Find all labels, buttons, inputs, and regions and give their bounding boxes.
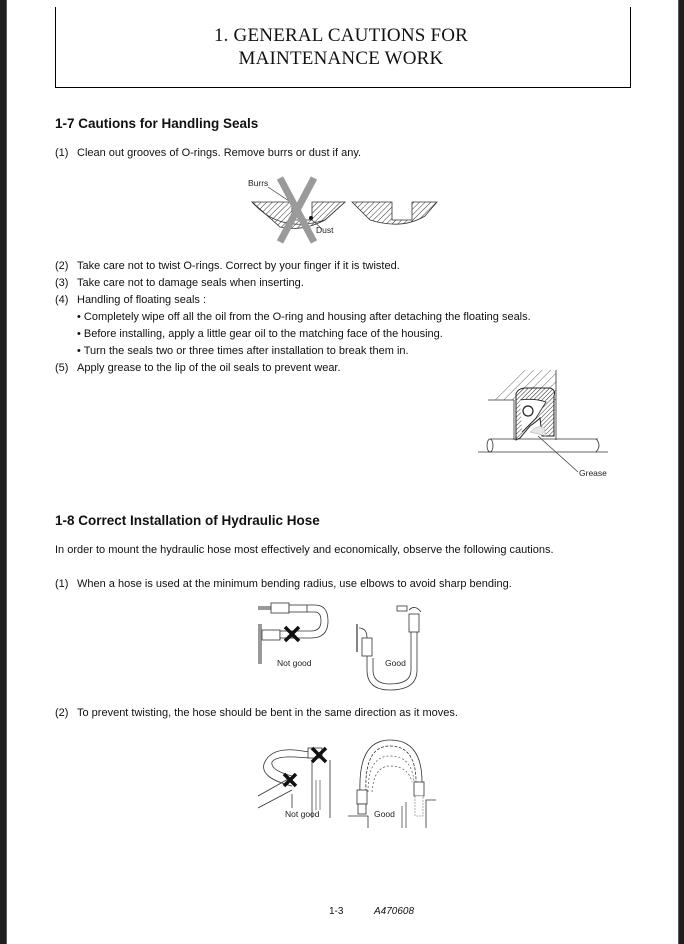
item-number: (2) xyxy=(55,260,69,272)
chapter-title-box xyxy=(55,7,631,88)
item-text: Take care not to twist O-rings. Correct by your finger if it is twisted. xyxy=(77,260,400,272)
chapter-title-line-2: MAINTENANCE WORK xyxy=(238,48,444,69)
label-good: Good xyxy=(385,658,406,668)
viewer-edge-right xyxy=(678,0,684,944)
item-text: Clean out grooves of O-rings. Remove burrs or dust if any. xyxy=(77,147,362,159)
label-good: Good xyxy=(374,809,395,819)
label-not-good: Not good xyxy=(277,658,312,668)
page-number: 1-3 xyxy=(329,906,344,917)
section-intro: In order to mount the hydraulic hose most effectively and economically, observe the following cautions. xyxy=(55,544,554,556)
viewer-edge-left xyxy=(0,0,7,944)
label-burrs: Burrs xyxy=(248,178,269,188)
item-number: (3) xyxy=(55,277,69,289)
item-number: (1) xyxy=(55,147,69,159)
section-heading-1-7: 1-7 Cautions for Handling Seals xyxy=(55,116,259,131)
hose-twisting-figure xyxy=(250,738,440,828)
item-number: (5) xyxy=(55,362,69,374)
oil-seal-grease-figure xyxy=(478,366,618,481)
item-text: Take care not to damage seals when inserting. xyxy=(77,277,304,289)
bullet-item: • Completely wipe off all the oil from the O-ring and housing after detaching the floating seals. xyxy=(77,311,531,323)
bullet-item: • Turn the seals two or three times after installation to break them in. xyxy=(77,345,409,357)
label-not-good: Not good xyxy=(285,809,320,819)
label-dust: Dust xyxy=(316,225,334,235)
item-text: Apply grease to the lip of the oil seals to prevent wear. xyxy=(77,362,341,374)
label-grease: Grease xyxy=(579,468,607,478)
bullet-item: • Before installing, apply a little gear oil to the matching face of the housing. xyxy=(77,328,443,340)
section-heading-1-8: 1-8 Correct Installation of Hydraulic Hose xyxy=(55,513,320,528)
item-number: (4) xyxy=(55,294,69,306)
document-code: A470608 xyxy=(374,906,415,917)
item-number: (2) xyxy=(55,707,69,719)
chapter-title-line-1: 1. GENERAL CAUTIONS FOR xyxy=(213,25,469,46)
groove-cleaning-figure xyxy=(240,172,450,247)
item-text: To prevent twisting, the hose should be bent in the same direction as it moves. xyxy=(77,707,458,719)
item-text: When a hose is used at the minimum bending radius, use elbows to avoid sharp bending. xyxy=(77,578,512,590)
item-text: Handling of floating seals : xyxy=(77,294,207,306)
hose-bending-figure xyxy=(255,600,435,695)
item-number: (1) xyxy=(55,578,69,590)
